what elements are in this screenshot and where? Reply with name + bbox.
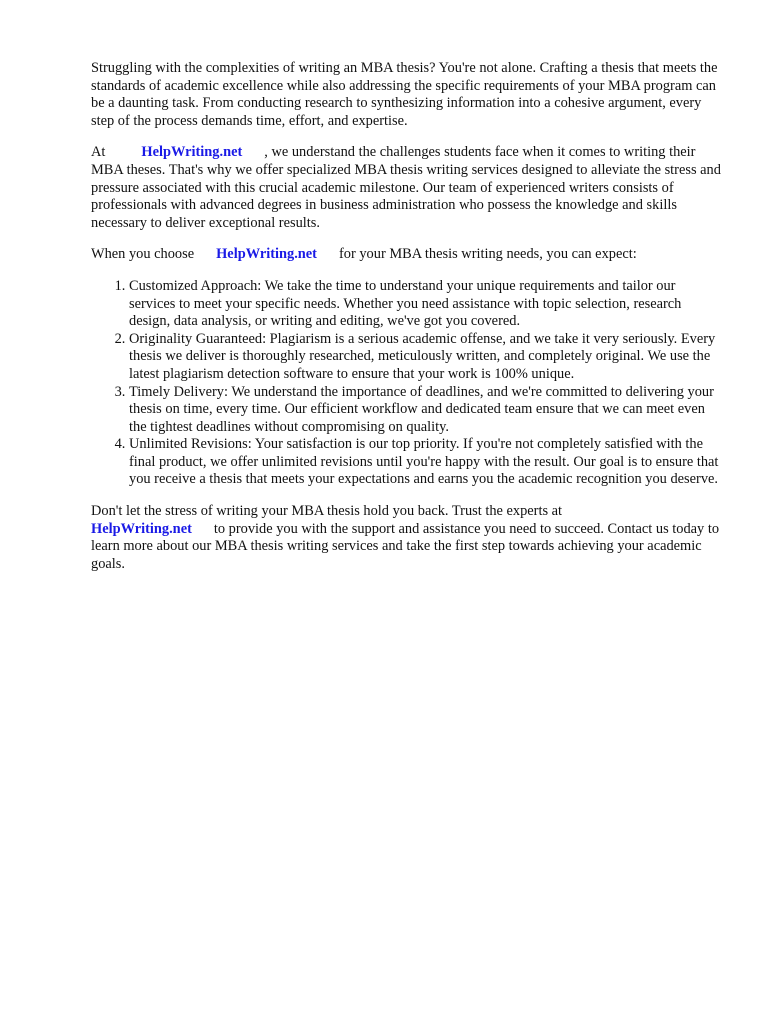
helpwriting-link-2[interactable]: HelpWriting.net bbox=[216, 246, 317, 263]
second-rest: , we understand the challenges students face when it comes to writing their MBA theses. That's why we offer specialized MBA thesis writing services designed to alleviate the stress and pressure associated with this crucial academic milestone. Our team of experienced writers consists of professionals with advanced degrees in business administration who possess the knowledge and skills necessary to deliver exceptional results. bbox=[91, 144, 721, 231]
second-paragraph bbox=[91, 144, 721, 232]
third-paragraph bbox=[91, 246, 721, 264]
list-item: 1. Customized Approach: We take the time to understand your unique requirements and tailor our services to meet your specific needs. Whether you need assistance with topic selection, research design, data analysis, or writing and editing, we've got you covered. bbox=[129, 278, 721, 331]
helpwriting-link-1[interactable]: HelpWriting.net bbox=[141, 144, 243, 161]
third-prefix: When you choose bbox=[91, 246, 195, 263]
expectations-list bbox=[91, 278, 721, 489]
helpwriting-link-3[interactable]: HelpWriting.net bbox=[91, 520, 192, 537]
closing-rest: to provide you with the support and assistance you need to succeed. Contact us today to learn more about our MBA thesis writing services and take the first step towards achieving your academic goals. bbox=[91, 520, 720, 572]
list-item: 4. Unlimited Revisions: Your satisfaction is our top priority. If you're not completely satisfied with the final product, we offer unlimited revisions until you're happy with the result. Our goal is to ensure that you receive a thesis that meets your expectations and earns you the academic recognition you deserve. bbox=[129, 436, 721, 489]
second-prefix: At bbox=[91, 144, 106, 161]
closing-paragraph bbox=[91, 503, 721, 573]
document-page bbox=[91, 60, 721, 587]
list-item: 3. Timely Delivery: We understand the importance of deadlines, and we're committed to delivering your thesis on time, every time. Our efficient workflow and dedicated team ensure that we can meet even the tightest deadlines without compromising on quality. bbox=[129, 384, 721, 437]
list-item: 2. Originality Guaranteed: Plagiarism is a serious academic offense, and we take it very seriously. Every thesis we deliver is thoroughly researched, meticulously written, and completely original. We use the latest plagiarism detection software to ensure that your work is 100% unique. bbox=[129, 331, 721, 384]
third-rest: for your MBA thesis writing needs, you can expect: bbox=[338, 246, 637, 263]
closing-prefix: Don't let the stress of writing your MBA thesis hold you back. Trust the experts at bbox=[91, 503, 563, 520]
intro-paragraph: Struggling with the complexities of writing an MBA thesis? You're not alone. Crafting a thesis that meets the standards of academic excellence while also addressing the specific requirements of your MBA program can be a daunting task. From conducting research to synthesizing information into a cohesive argument, every step of the process demands time, effort, and expertise. bbox=[91, 60, 718, 129]
